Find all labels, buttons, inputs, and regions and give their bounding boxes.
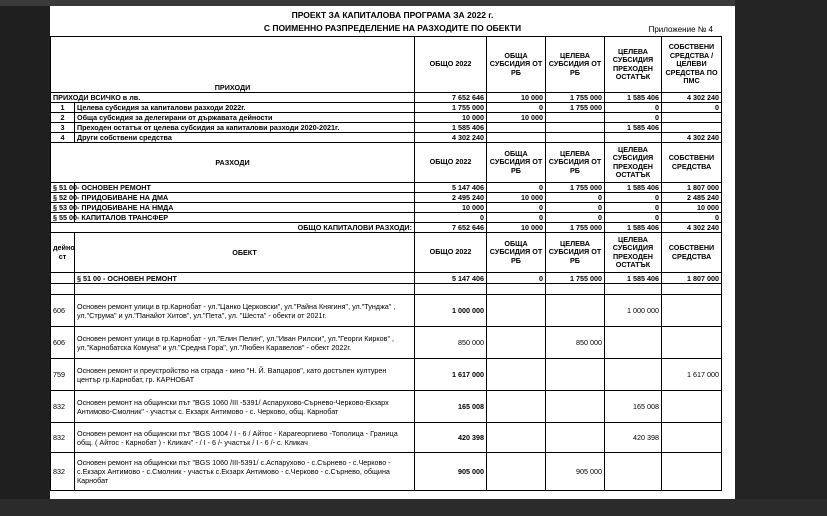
- col-total-header: ОБЩО 2022: [415, 233, 487, 273]
- cell-target: 1 755 000: [546, 223, 605, 233]
- cell-total: 905 000: [415, 453, 487, 491]
- cell-total: 1 000 000: [415, 295, 487, 327]
- col-carryover-header: ЦЕЛЕВА СУБСИДИЯ ПРЕХОДЕН ОСТАТЪК: [605, 233, 662, 273]
- cell-general: 0: [487, 273, 546, 284]
- cell-carry: 1 585 406: [605, 273, 662, 284]
- cell-carry: 0: [605, 193, 662, 203]
- cell-carry: 1 585 406: [605, 183, 662, 193]
- cell-target: [546, 123, 605, 133]
- paragraph-code: § 52 00: [51, 193, 75, 203]
- col-object-header: ОБЕКТ: [75, 233, 415, 273]
- col-own-funds-header: СОБСТВЕНИ СРЕДСТВА: [662, 143, 722, 183]
- cell-carry: 165 008: [605, 391, 662, 423]
- row-label: - ПРИДОБИВАНЕ НА ДМА: [75, 193, 415, 203]
- expense-row: [51, 213, 722, 223]
- object-label: Основен ремонт на общински път "BGS 1060 /III-5391/ с.Аспарухово - с.Сърнево - с.Черково - с.Екзарх Антимово - с.Смолник - участък с.Екзарх Антимово - с.Черково - с.Сърнево, община Карнобат: [75, 453, 415, 491]
- cell-carry: 1 585 406: [605, 123, 662, 133]
- cell-own: 10 000: [662, 203, 722, 213]
- cell-own: [662, 113, 722, 123]
- cell-carry: 0: [605, 113, 662, 123]
- expense-row: [51, 183, 722, 193]
- cell-general: [487, 423, 546, 453]
- cell-target: 850 000: [546, 327, 605, 359]
- col-activity-header: дейно ст: [51, 233, 75, 273]
- row-label: Други собствени средства: [75, 133, 415, 143]
- expense-row: [51, 203, 722, 213]
- object-label: Основен ремонт и преустройство на сграда - кино "Н. Й. Вапцаров", като достъпен културен център гр.Карнобат, гр. КАРНОБАТ: [75, 359, 415, 391]
- row-label: - КАПИТАЛОВ ТРАНСФЕР: [75, 213, 415, 223]
- income-total-label: ПРИХОДИ ВСИЧКО в лв.: [51, 93, 415, 103]
- cell-total: 1 755 000: [415, 103, 487, 113]
- viewer-background: [735, 0, 827, 516]
- activity-code: 832: [51, 391, 75, 423]
- cell-target: [546, 133, 605, 143]
- income-row: [51, 103, 722, 113]
- cell-own: 4 302 240: [662, 93, 722, 103]
- cell-total: 165 008: [415, 391, 487, 423]
- activity-code: 832: [51, 423, 75, 453]
- paragraph-code: § 55 00: [51, 213, 75, 223]
- row-label: - ПРИДОБИВАНЕ НА НМДА: [75, 203, 415, 213]
- cell-target: [546, 295, 605, 327]
- document-title: ПРОЕКТ ЗА КАПИТАЛОВА ПРОГРАМА ЗА 2022 г.: [291, 10, 494, 20]
- col-carryover-header: ЦЕЛЕВА СУБСИДИЯ ПРЕХОДЕН ОСТАТЪК: [605, 143, 662, 183]
- object-label: Основен ремонт на общински път "BGS 1004 / I - 6 / Айтос - Карагеоргиево -Тополица - Граница общ. ( Айтос - Карнобат ) - Кликач" - / I - 6 /- участък / I - 6 /- с. Кликач: [75, 423, 415, 453]
- cell-general: [487, 295, 546, 327]
- cell-total: 420 398: [415, 423, 487, 453]
- row-label: Преходен остатък от целева субсидия за капиталови разходи 2020-2021г.: [75, 123, 415, 133]
- object-row: [51, 359, 722, 391]
- cell-own: 1 617 000: [662, 359, 722, 391]
- cell-total: 1 617 000: [415, 359, 487, 391]
- cell-general: [487, 453, 546, 491]
- cell-general: 0: [487, 103, 546, 113]
- expense-total-label: ОБЩО КАПИТАЛОВИ РАЗХОДИ:: [51, 223, 415, 233]
- row-number: [51, 273, 75, 284]
- object-label: Основен ремонт улици в гр.Карнобат - ул."Елин Пелин", ул."Иван Рилски", ул."Георги Кирков" , ул."Карнобатска Комуна" и ул."Средна Гора", ул."Любен Каравелов" - обект 2022г.: [75, 327, 415, 359]
- cell-target: 1 755 000: [546, 103, 605, 113]
- activity-code: 606: [51, 327, 75, 359]
- spacer-row: [51, 284, 722, 295]
- object-row: [51, 423, 722, 453]
- cell-own: 0: [662, 213, 722, 223]
- cell-general: 10 000: [487, 113, 546, 123]
- col-own-funds-header: СОБСТВЕНИ СРЕДСТВА / ЦЕЛЕВИ СРЕДСТВА ПО ПМС: [662, 37, 722, 93]
- cell-own: 0: [662, 103, 722, 113]
- cell-carry: [605, 359, 662, 391]
- cell-general: 10 000: [487, 193, 546, 203]
- col-target-subsidy-header: ЦЕЛЕВА СУБСИДИЯ ОТ РБ: [546, 143, 605, 183]
- col-total-header: ОБЩО 2022: [415, 37, 487, 93]
- cell-total: 5 147 406: [415, 273, 487, 284]
- document-page: [50, 6, 735, 499]
- cell-target: [546, 113, 605, 123]
- object-row: [51, 327, 722, 359]
- cell-target: [546, 359, 605, 391]
- appendix-label: Приложение № 4: [648, 25, 713, 34]
- section-label: § 51 00 - ОСНОВЕН РЕМОНТ: [75, 273, 415, 284]
- cell-target: 1 755 000: [546, 273, 605, 284]
- expense-header-row: [51, 143, 722, 183]
- cell-total: 4 302 240: [415, 133, 487, 143]
- expense-row: [51, 193, 722, 203]
- cell-carry: [605, 453, 662, 491]
- col-target-subsidy-header: ЦЕЛЕВА СУБСИДИЯ ОТ РБ: [546, 233, 605, 273]
- col-general-subsidy-header: ОБЩА СУБСИДИЯ ОТ РБ: [487, 233, 546, 273]
- col-general-subsidy-header: ОБЩА СУБСИДИЯ ОТ РБ: [487, 143, 546, 183]
- expense-header-label: РАЗХОДИ: [51, 143, 415, 183]
- activity-code: 759: [51, 359, 75, 391]
- cell-own: [662, 327, 722, 359]
- objects-header-row: [51, 233, 722, 273]
- cell-target: [546, 391, 605, 423]
- col-target-subsidy-header: ЦЕЛЕВА СУБСИДИЯ ОТ РБ: [546, 37, 605, 93]
- cell-general: 10 000: [487, 223, 546, 233]
- cell-general: [487, 327, 546, 359]
- section-row: [51, 273, 722, 284]
- document-subtitle: С ПОИМЕННО РАЗПРЕДЕЛЕНИЕ НА РАЗХОДИТЕ ПО ОБЕКТИ: [263, 23, 522, 33]
- cell-general: 10 000: [487, 93, 546, 103]
- cell-total: 0: [415, 213, 487, 223]
- cell-total: 5 147 406: [415, 183, 487, 193]
- cell-total: 10 000: [415, 203, 487, 213]
- col-carryover-header: ЦЕЛЕВА СУБСИДИЯ ПРЕХОДЕН ОСТАТЪК: [605, 37, 662, 93]
- cell-general: [487, 123, 546, 133]
- cell-target: 0: [546, 193, 605, 203]
- cell-carry: 0: [605, 103, 662, 113]
- cell-carry: 1 585 406: [605, 93, 662, 103]
- cell-target: 0: [546, 213, 605, 223]
- income-header-label: ПРИХОДИ: [51, 37, 415, 93]
- object-row: [51, 453, 722, 491]
- row-label: Целева субсидия за капиталови разходи 2022г.: [75, 103, 415, 113]
- cell-general: 0: [487, 183, 546, 193]
- cell-own: [662, 295, 722, 327]
- cell-carry: [605, 133, 662, 143]
- cell-own: 1 807 000: [662, 183, 722, 193]
- cell-own: [662, 391, 722, 423]
- row-number: 1: [51, 103, 75, 113]
- income-row: [51, 133, 722, 143]
- income-total-row: [51, 93, 722, 103]
- cell-carry: 0: [605, 213, 662, 223]
- col-own-funds-header: СОБСТВЕНИ СРЕДСТВА: [662, 233, 722, 273]
- cell-general: 0: [487, 213, 546, 223]
- income-row: [51, 113, 722, 123]
- cell-carry: 0: [605, 203, 662, 213]
- income-header-row: [51, 37, 722, 93]
- object-label: Основен ремонт на общински път "BGS 1060 /III -5391/ Аспарухово-Сърнево-Черково-Екзарх Антимово-Смолник" - участък с. Екзарх Антимово - с. Черково, общ. Карнобат: [75, 391, 415, 423]
- cell-general: 0: [487, 203, 546, 213]
- cell-own: 4 302 240: [662, 133, 722, 143]
- cell-general: [487, 391, 546, 423]
- object-row: [51, 295, 722, 327]
- cell-carry: [605, 327, 662, 359]
- object-label: Основен ремонт улици в гр.Карнобат - ул."Цанко Церковски", ул."Райна Княгиня", ул."Тунджа" , ул."Струма" и ул."Панайот Хитов", ул."Пета", ул. "Шеста" - обекти от 2021г.: [75, 295, 415, 327]
- cell-target: 905 000: [546, 453, 605, 491]
- cell-carry: 1 585 406: [605, 223, 662, 233]
- activity-code: 832: [51, 453, 75, 491]
- object-row: [51, 391, 722, 423]
- cell-target: 0: [546, 203, 605, 213]
- row-number: 2: [51, 113, 75, 123]
- cell-general: [487, 133, 546, 143]
- cell-own: [662, 123, 722, 133]
- paragraph-code: § 53 00: [51, 203, 75, 213]
- cell-total: 850 000: [415, 327, 487, 359]
- cell-total: 7 652 646: [415, 93, 487, 103]
- cell-own: [662, 423, 722, 453]
- cell-carry: 420 398: [605, 423, 662, 453]
- cell-target: 1 755 000: [546, 93, 605, 103]
- cell-total: 10 000: [415, 113, 487, 123]
- cell-total: 1 585 406: [415, 123, 487, 133]
- cell-own: [662, 453, 722, 491]
- row-label: - ОСНОВЕН РЕМОНТ: [75, 183, 415, 193]
- cell-general: [487, 359, 546, 391]
- cell-carry: 1 000 000: [605, 295, 662, 327]
- cell-own: 4 302 240: [662, 223, 722, 233]
- col-total-header: ОБЩО 2022: [415, 143, 487, 183]
- row-label: Обща субсидия за делегирани от държавата дейности: [75, 113, 415, 123]
- income-row: [51, 123, 722, 133]
- paragraph-code: § 51 00: [51, 183, 75, 193]
- col-general-subsidy-header: ОБЩА СУБСИДИЯ ОТ РБ: [487, 37, 546, 93]
- activity-code: 606: [51, 295, 75, 327]
- row-number: 4: [51, 133, 75, 143]
- cell-total: 2 495 240: [415, 193, 487, 203]
- viewer-bottom-bar: [0, 499, 827, 516]
- cell-own: 2 485 240: [662, 193, 722, 203]
- cell-own: 1 807 000: [662, 273, 722, 284]
- cell-total: 7 652 646: [415, 223, 487, 233]
- row-number: 3: [51, 123, 75, 133]
- expense-total-row: [51, 223, 722, 233]
- cell-target: 1 755 000: [546, 183, 605, 193]
- capital-program-table: [50, 36, 722, 491]
- cell-target: [546, 423, 605, 453]
